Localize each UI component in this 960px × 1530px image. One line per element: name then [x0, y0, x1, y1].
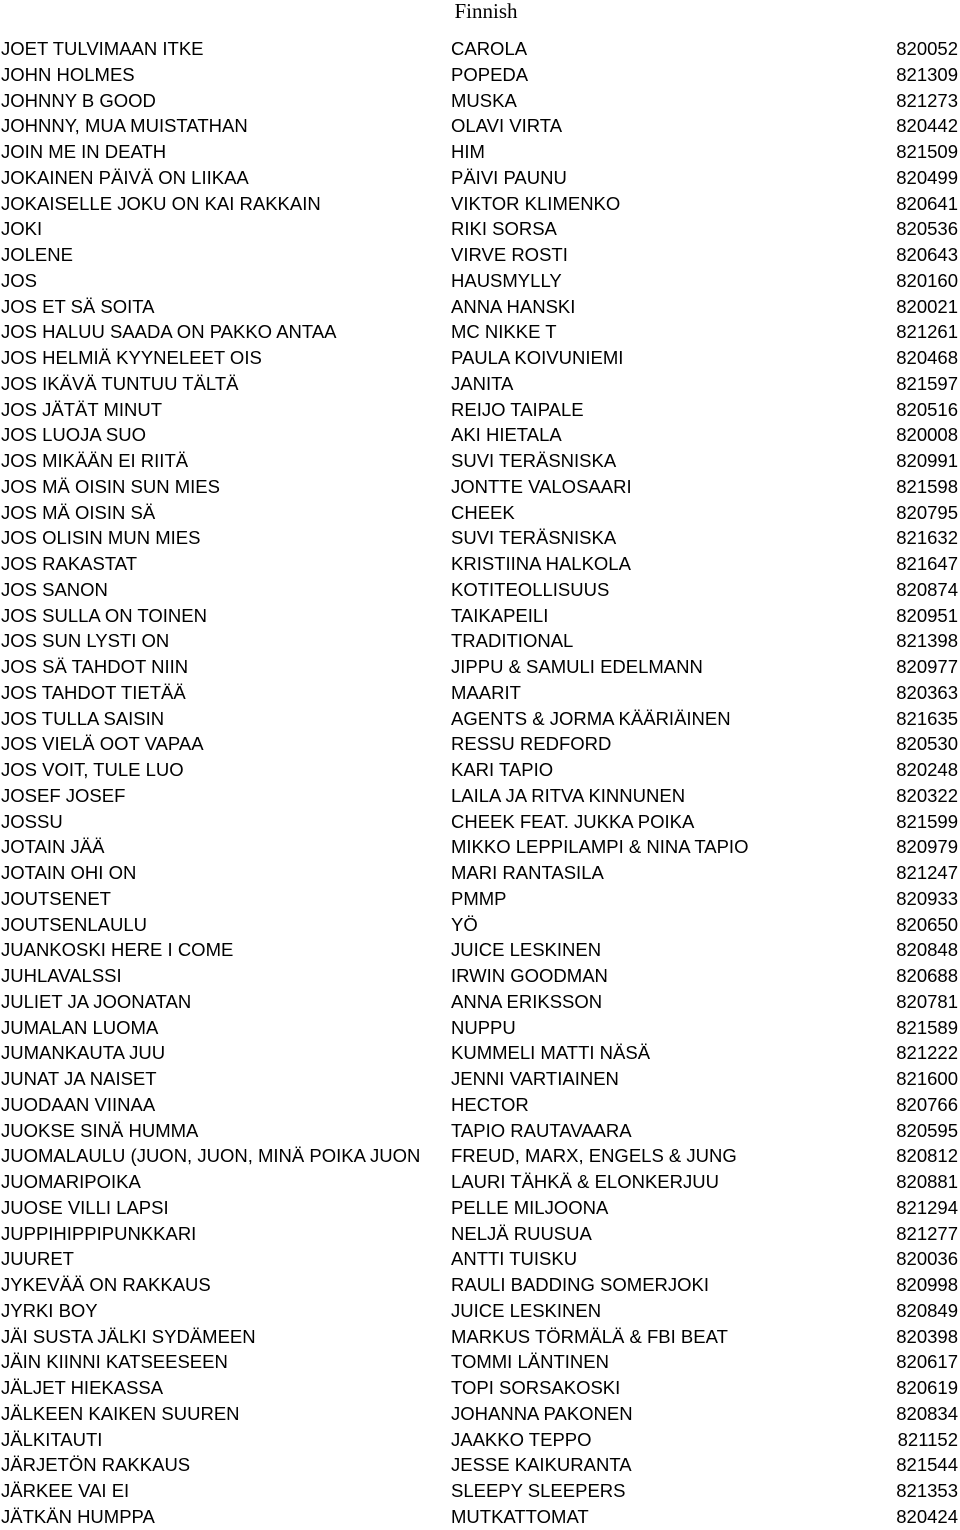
song-row: [0, 809, 960, 835]
song-row: [0, 680, 960, 706]
song-artist: NUPPU: [451, 1015, 518, 1041]
song-title: JUMANKAUTA JUU: [1, 1042, 166, 1064]
song-row: [0, 1427, 960, 1453]
song-artist: POPEDA: [451, 62, 530, 88]
song-artist: KOTITEOLLISUUS: [451, 577, 611, 603]
song-title: JOS HELMIÄ KYYNELEET OIS: [1, 347, 262, 368]
song-row: [0, 1118, 960, 1144]
song-artist: SLEEPY SLEEPERS: [451, 1478, 627, 1504]
song-code: 821599: [896, 810, 958, 832]
song-artist: VIKTOR KLIMENKO: [451, 191, 622, 217]
song-row: [0, 963, 960, 989]
song-row: [0, 757, 960, 783]
song-row: [0, 1169, 960, 1195]
song-title: JOIN ME IN DEATH: [1, 141, 167, 162]
song-title: JOS VOIT, TULE LUO: [1, 759, 184, 780]
song-artist: LAURI TÄHKÄ & ELONKERJUU: [451, 1169, 721, 1195]
song-row: [0, 242, 960, 268]
song-code: 820849: [896, 1299, 958, 1321]
song-title: JOS RAKASTAT: [1, 553, 138, 574]
song-title: JOS TAHDOT TIETÄÄ: [1, 681, 186, 703]
song-title: JOLENE: [1, 244, 73, 265]
song-row: [0, 603, 960, 629]
song-artist: JIPPU & SAMULI EDELMANN: [451, 654, 705, 680]
song-code: 821600: [896, 1068, 958, 1089]
song-title: JOKAINEN PÄIVÄ ON LIIKAA: [1, 166, 249, 188]
song-title: JULIET JA JOONATAN: [1, 990, 192, 1012]
song-row: [0, 1401, 960, 1427]
song-title: JUOSE VILLI LAPSI: [1, 1196, 169, 1218]
song-title: JOS MÄ OISIN SÄ: [1, 501, 156, 523]
song-row: [0, 1452, 960, 1478]
song-title: JOS HALUU SAADA ON PAKKO ANTAA: [1, 321, 337, 343]
song-code: 821152: [897, 1428, 958, 1450]
song-row: [0, 500, 960, 526]
song-code: 820991: [896, 450, 958, 471]
song-artist: TRADITIONAL: [451, 628, 575, 654]
song-code: 821635: [896, 707, 958, 729]
song-title: JOUTSENET: [1, 887, 111, 909]
song-row: [0, 1504, 960, 1530]
song-row: [0, 834, 960, 860]
song-title: JÄRKEE VAI EI: [1, 1480, 130, 1501]
song-artist: HECTOR: [451, 1092, 531, 1118]
song-row: [0, 628, 960, 654]
song-title: JOSSU: [1, 810, 63, 832]
song-row: [0, 397, 960, 423]
song-artist: IRWIN GOODMAN: [451, 963, 610, 989]
song-list: [0, 36, 960, 1530]
song-title: JOS LUOJA SUO: [1, 424, 146, 446]
song-code: 821247: [896, 862, 958, 883]
song-code: 820536: [896, 218, 958, 240]
song-row: [0, 1349, 960, 1375]
song-artist: HAUSMYLLY: [451, 268, 564, 294]
song-artist: HIM: [451, 139, 487, 165]
song-title: JÄIN KIINNI KATSEESEEN: [1, 1351, 228, 1373]
song-code: 820363: [896, 681, 958, 703]
song-code: 820781: [896, 990, 958, 1012]
song-artist: NELJÄ RUUSUA: [451, 1221, 594, 1247]
song-artist: RIKI SORSA: [451, 216, 559, 242]
song-title: JÄRJETÖN RAKKAUS: [1, 1454, 191, 1476]
song-artist: CHEEK FEAT. JUKKA POIKA: [451, 809, 696, 835]
song-title: JOUTSENLAULU: [1, 913, 147, 935]
song-title: JUMALAN LUOMA: [1, 1016, 159, 1038]
song-artist: MARKUS TÖRMÄLÄ & FBI BEAT: [451, 1324, 730, 1350]
song-row: [0, 1092, 960, 1118]
song-row: [0, 165, 960, 191]
song-code: 820881: [896, 1171, 958, 1192]
song-code: 820248: [896, 759, 958, 780]
song-code: 821398: [896, 630, 958, 652]
song-title: JUPPIHIPPIPUNKKARI: [1, 1222, 197, 1244]
song-artist: MARI RANTASILA: [451, 860, 606, 886]
song-code: 821597: [896, 372, 958, 394]
song-title: JÄI SUSTA JÄLKI SYDÄMEEN: [1, 1325, 256, 1347]
song-code: 821353: [896, 1480, 958, 1501]
song-title: JOS ET SÄ SOITA: [1, 295, 155, 317]
song-artist: MIKKO LEPPILAMPI & NINA TAPIO: [451, 834, 750, 860]
song-artist: AKI HIETALA: [451, 422, 564, 448]
song-artist: KARI TAPIO: [451, 757, 555, 783]
song-row: [0, 1478, 960, 1504]
song-row: [0, 1221, 960, 1247]
song-title: JOKI: [1, 218, 43, 240]
song-title: JOS SUN LYSTI ON: [1, 630, 170, 652]
song-row: [0, 139, 960, 165]
song-artist: JUICE LESKINEN: [451, 937, 603, 963]
song-code: 820398: [896, 1325, 958, 1347]
song-artist: ANNA HANSKI: [451, 294, 577, 320]
song-row: [0, 345, 960, 371]
song-title: JOS TULLA SAISIN: [1, 707, 165, 729]
song-row: [0, 88, 960, 114]
song-title: JOS OLISIN MUN MIES: [1, 527, 201, 549]
song-row: [0, 654, 960, 680]
song-title: JÄLKEEN KAIKEN SUUREN: [1, 1402, 240, 1424]
song-title: JOTAIN JÄÄ: [1, 836, 105, 858]
song-artist: PÄIVI PAUNU: [451, 165, 569, 191]
song-title: JUHLAVALSSI: [1, 965, 122, 986]
song-row: [0, 294, 960, 320]
song-code: 820834: [896, 1402, 958, 1424]
song-title: JOS JÄTÄT MINUT: [1, 398, 163, 420]
song-code: 820650: [896, 913, 958, 935]
song-code: 820979: [896, 836, 958, 858]
song-row: [0, 62, 960, 88]
song-title: JUOKSE SINÄ HUMMA: [1, 1119, 199, 1141]
song-row: [0, 113, 960, 139]
song-code: 820688: [896, 965, 958, 986]
song-title: JOS: [1, 269, 37, 291]
song-artist: PELLE MILJOONA: [451, 1195, 610, 1221]
song-title: JOSEF JOSEF: [1, 784, 126, 806]
song-artist: JENNI VARTIAINEN: [451, 1066, 621, 1092]
song-code: 821589: [896, 1016, 958, 1038]
song-artist: CHEEK: [451, 500, 517, 526]
song-row: [0, 989, 960, 1015]
song-artist: MAARIT: [451, 680, 523, 706]
song-code: 820795: [896, 501, 958, 523]
song-artist: FREUD, MARX, ENGELS & JUNG: [451, 1143, 739, 1169]
song-code: 820008: [896, 424, 958, 446]
song-artist: RAULI BADDING SOMERJOKI: [451, 1272, 711, 1298]
song-row: [0, 860, 960, 886]
song-row: [0, 216, 960, 242]
song-code: 820998: [896, 1274, 958, 1295]
song-title: JUNAT JA NAISET: [1, 1068, 157, 1089]
song-row: [0, 1375, 960, 1401]
song-code: 820442: [896, 115, 958, 137]
song-artist: TAPIO RAUTAVAARA: [451, 1118, 634, 1144]
song-code: 820933: [896, 887, 958, 909]
song-artist: KUMMELI MATTI NÄSÄ: [451, 1040, 652, 1066]
song-row: [0, 1015, 960, 1041]
song-code: 820160: [896, 269, 958, 291]
song-artist: REIJO TAIPALE: [451, 397, 586, 423]
song-artist: JUICE LESKINEN: [451, 1298, 603, 1324]
song-code: 820874: [896, 578, 958, 600]
song-row: [0, 577, 960, 603]
song-row: [0, 525, 960, 551]
song-code: 821598: [896, 475, 958, 497]
song-row: [0, 1324, 960, 1350]
song-code: 821277: [896, 1222, 958, 1244]
song-title: JUODAAN VIINAA: [1, 1093, 156, 1115]
song-title: JOS IKÄVÄ TUNTUU TÄLTÄ: [1, 372, 239, 394]
song-code: 820530: [896, 733, 958, 755]
song-title: JÄLJET HIEKASSA: [1, 1377, 164, 1398]
song-artist: ANTTI TUISKU: [451, 1246, 579, 1272]
song-row: [0, 1040, 960, 1066]
song-row: [0, 1195, 960, 1221]
song-row: [0, 1246, 960, 1272]
song-row: [0, 937, 960, 963]
song-code: 820468: [896, 347, 958, 368]
song-code: 820951: [896, 604, 958, 626]
song-code: 821509: [896, 141, 958, 162]
song-artist: JONTTE VALOSAARI: [451, 474, 634, 500]
song-title: JÄLKITAUTI: [1, 1428, 103, 1450]
song-artist: RESSU REDFORD: [451, 731, 613, 757]
song-code: 820595: [896, 1119, 958, 1141]
song-title: JOS SANON: [1, 578, 108, 600]
song-artist: VIRVE ROSTI: [451, 242, 570, 268]
song-code: 820643: [896, 244, 958, 265]
song-title: JOS MÄ OISIN SUN MIES: [1, 475, 220, 497]
song-row: [0, 551, 960, 577]
song-title: JOHNNY B GOOD: [1, 89, 156, 111]
song-row: [0, 1066, 960, 1092]
song-code: 820641: [896, 192, 958, 214]
song-code: 821544: [896, 1454, 958, 1476]
song-row: [0, 706, 960, 732]
song-row: [0, 1272, 960, 1298]
song-code: 820499: [896, 166, 958, 188]
song-row: [0, 731, 960, 757]
song-title: JOS VIELÄ OOT VAPAA: [1, 733, 204, 755]
song-title: JUANKOSKI HERE I COME: [1, 939, 234, 961]
song-code: 821273: [896, 89, 958, 111]
song-artist: MC NIKKE T: [451, 319, 559, 345]
song-artist: CAROLA: [451, 36, 529, 62]
song-row: [0, 36, 960, 62]
song-artist: JAAKKO TEPPO: [451, 1427, 594, 1453]
song-artist: TOMMI LÄNTINEN: [451, 1349, 611, 1375]
song-row: [0, 1298, 960, 1324]
song-code: 820322: [896, 784, 958, 806]
song-title: JOHN HOLMES: [1, 63, 135, 85]
song-code: 820424: [896, 1505, 958, 1527]
song-title: JUOMARIPOIKA: [1, 1171, 141, 1192]
song-artist: KRISTIINA HALKOLA: [451, 551, 633, 577]
song-code: 821309: [896, 63, 958, 85]
song-artist: MUSKA: [451, 88, 519, 114]
song-artist: SUVI TERÄSNISKA: [451, 525, 618, 551]
song-title: JOS MIKÄÄN EI RIITÄ: [1, 450, 189, 471]
song-artist: SUVI TERÄSNISKA: [451, 448, 618, 474]
song-row: [0, 783, 960, 809]
page-header: [0, 0, 960, 24]
song-artist: JANITA: [451, 371, 515, 397]
language-label: Finnish: [454, 0, 518, 23]
song-artist: OLAVI VIRTA: [451, 113, 564, 139]
song-code: 821647: [896, 553, 958, 574]
song-code: 820766: [896, 1093, 958, 1115]
song-row: [0, 448, 960, 474]
song-row: [0, 422, 960, 448]
song-code: 820812: [896, 1145, 958, 1167]
song-title: JUURET: [1, 1248, 74, 1270]
song-code: 821632: [896, 527, 958, 549]
song-row: [0, 474, 960, 500]
song-artist: MUTKATTOMAT: [451, 1504, 591, 1530]
song-artist: YÖ: [451, 912, 480, 938]
song-row: [0, 191, 960, 217]
song-artist: TOPI SORSAKOSKI: [451, 1375, 622, 1401]
song-title: JÄTKÄN HUMPPA: [1, 1505, 155, 1527]
song-code: 820619: [896, 1377, 958, 1398]
song-title: JOHNNY, MUA MUISTATHAN: [1, 115, 248, 137]
song-title: JYKEVÄÄ ON RAKKAUS: [1, 1274, 211, 1295]
song-code: 820036: [896, 1248, 958, 1270]
song-artist: TAIKAPEILI: [451, 603, 550, 629]
song-title: JOKAISELLE JOKU ON KAI RAKKAIN: [1, 192, 321, 214]
song-title: JUOMALAULU (JUON, JUON, MINÄ POIKA JUON: [1, 1145, 421, 1167]
song-code: 820021: [896, 295, 958, 317]
song-artist: ANNA ERIKSSON: [451, 989, 604, 1015]
song-row: [0, 268, 960, 294]
song-artist: LAILA JA RITVA KINNUNEN: [451, 783, 687, 809]
song-artist: JOHANNA PAKONEN: [451, 1401, 635, 1427]
song-code: 821222: [896, 1042, 958, 1064]
song-title: JOTAIN OHI ON: [1, 862, 137, 883]
song-code: 820977: [896, 656, 958, 677]
song-title: JOS SULLA ON TOINEN: [1, 604, 207, 626]
song-artist: PAULA KOIVUNIEMI: [451, 345, 625, 371]
song-artist: PMMP: [451, 886, 509, 912]
song-title: JOS SÄ TAHDOT NIIN: [1, 656, 189, 677]
song-title: JYRKI BOY: [1, 1299, 98, 1321]
song-code: 820052: [896, 38, 958, 59]
song-row: [0, 886, 960, 912]
song-row: [0, 319, 960, 345]
song-code: 820617: [896, 1351, 958, 1373]
song-title: JOET TULVIMAAN ITKE: [1, 38, 204, 59]
song-artist: JESSE KAIKURANTA: [451, 1452, 634, 1478]
song-code: 821261: [896, 321, 958, 343]
song-code: 820516: [896, 398, 958, 420]
song-row: [0, 912, 960, 938]
song-code: 820848: [896, 939, 958, 961]
song-row: [0, 1143, 960, 1169]
song-artist: AGENTS & JORMA KÄÄRIÄINEN: [451, 706, 733, 732]
song-code: 821294: [896, 1196, 958, 1218]
song-row: [0, 371, 960, 397]
